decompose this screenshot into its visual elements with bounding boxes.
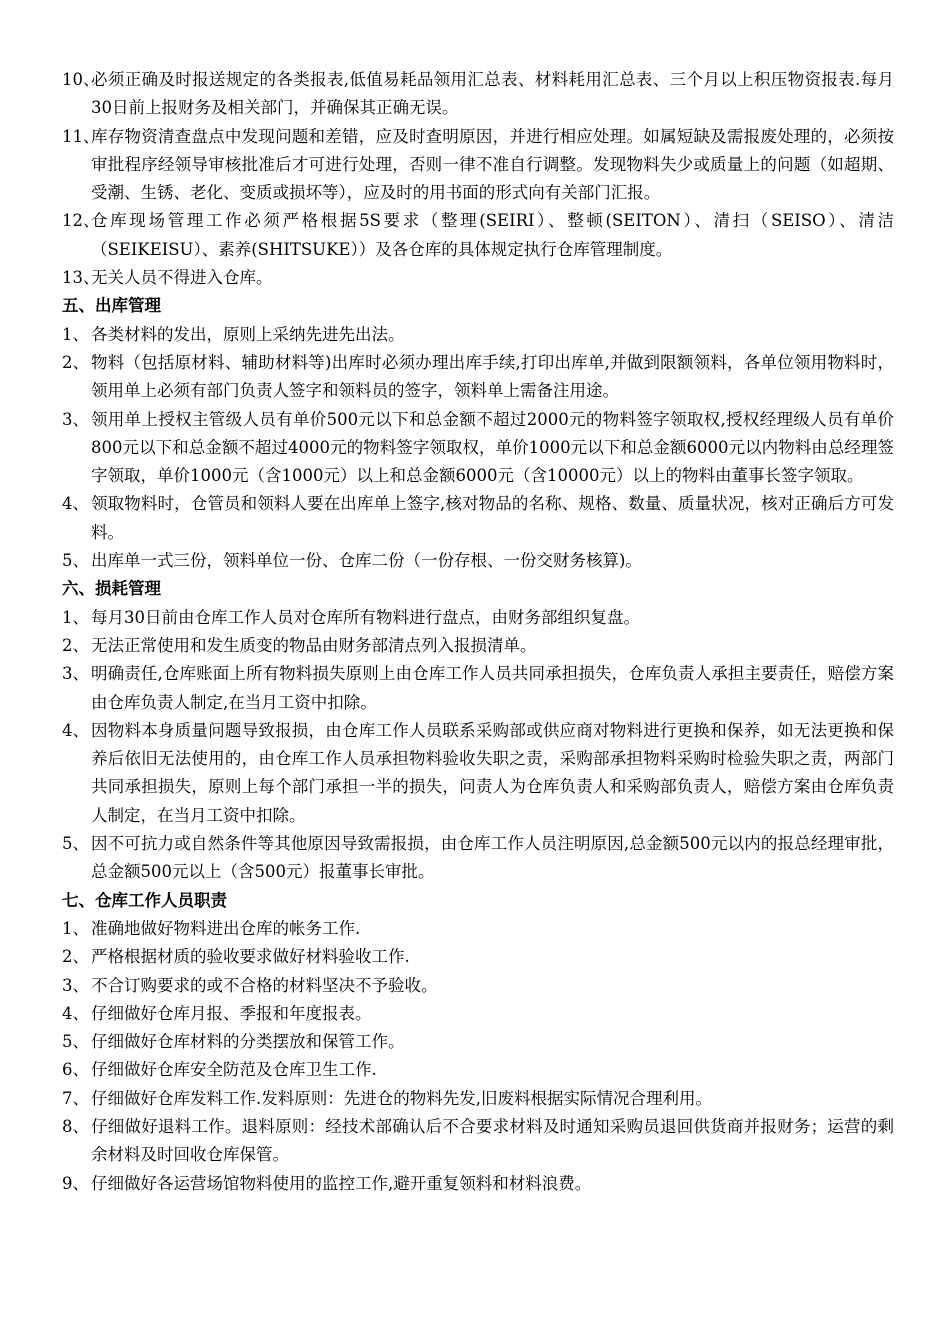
item-number: 9、 <box>62 1173 89 1193</box>
item-number: 1、 <box>62 607 89 627</box>
item-text: 物料（包括原材料、辅助材料等)出库时必须办理出库手续,打印出库单,并做到限额领料，各单位领用物料时，领用单上必须有部门负责人签字和领料员的签字，领料单上需备注用途。 <box>91 352 894 401</box>
item-number: 1、 <box>62 324 89 344</box>
item-number: 11、 <box>62 126 100 146</box>
item-number: 7、 <box>62 1088 89 1108</box>
item-number: 12、 <box>62 211 100 231</box>
list-item <box>62 604 894 632</box>
item-text: 仔细做好仓库发料工作.发料原则：先进仓的物料先发,旧废料根据实际情况合理利用。 <box>91 1088 712 1108</box>
item-text: 仓库现场管理工作必须严格根据5S要求（整理(SEIRI）、整顿(SEITON）、清扫（SEISO）、清洁（SEIKEISU）、素养(SHITSUKE））及各仓库的具体规定执行仓库管理制度。 <box>91 211 894 259</box>
item-text: 准确地做好物料进出仓库的帐务工作. <box>91 918 361 938</box>
item-number: 3、 <box>62 664 89 684</box>
item-text: 严格根据材质的验收要求做好材料验收工作. <box>91 947 410 967</box>
item-text: 明确责任,仓库账面上所有物料损失原则上由仓库工作人员共同承担损失，仓库负责人承担主要责任，赔偿方案由仓库负责人制定,在当月工资中扣除。 <box>91 664 894 712</box>
item-number: 4、 <box>62 720 89 740</box>
list-item <box>62 406 894 491</box>
item-number: 6、 <box>62 1060 89 1080</box>
item-number: 3、 <box>62 409 89 429</box>
item-number: 10、 <box>62 70 100 89</box>
section-heading-staff-duties: 七、仓库工作人员职责 <box>62 890 227 910</box>
item-number: 4、 <box>62 494 89 514</box>
item-text: 仔细做好仓库安全防范及仓库卫生工作. <box>91 1060 377 1080</box>
list-item <box>62 490 894 547</box>
list-item <box>62 972 894 1000</box>
item-text: 必须正确及时报送规定的各类报表,低值易耗品领用汇总表、材料耗用汇总表、三个月以上积压物资报表.每月30日前上报财务及相关部门，并确保其正确无误。 <box>91 70 894 118</box>
item-number: 3、 <box>62 975 89 995</box>
list-item-12 <box>62 207 894 264</box>
item-number: 8、 <box>62 1116 89 1136</box>
item-text: 出库单一式三份，领料单位一份、仓库二份（一份存根、一份交财务核算)。 <box>91 551 642 571</box>
list-item <box>62 717 894 830</box>
list-item <box>62 1170 894 1198</box>
list-item <box>62 915 894 943</box>
item-text: 无关人员不得进入仓库。 <box>91 268 273 288</box>
item-number: 5、 <box>62 834 89 854</box>
item-text: 仔细做好各运营场馆物料使用的监控工作,避开重复领料和材料浪费。 <box>91 1173 592 1193</box>
list-item <box>62 943 894 971</box>
list-item <box>62 660 894 717</box>
item-text: 无法正常使用和发生质变的物品由财务部清点列入报损清单。 <box>91 635 537 655</box>
item-text: 领用单上授权主管级人员有单价500元以下和总金额不超过2000元的物料签字领取权,授权经理级人员有单价800元以下和总金额不超过4000元的物料签字领取权，单价1000元以下和总金额6000元以内物料由总经理签字领取，单价1000元（含1000元）以上和总金额6000元（含10000元）以上的物料由董事长签字领取。 <box>91 409 894 486</box>
item-text: 各类材料的发出，原则上采纳先进先出法。 <box>91 324 405 344</box>
item-text: 不合订购要求的或不合格的材料坚决不予验收。 <box>91 975 438 995</box>
item-text: 因不可抗力或自然条件等其他原因导致需报损，由仓库工作人员注明原因,总金额500元以内的报总经理审批，总金额500元以上（含500元）报董事长审批。 <box>91 834 894 882</box>
item-text: 库存物资清查盘点中发现问题和差错，应及时查明原因，并进行相应处理。如属短缺及需报废处理的，必须按审批程序经领导审核批准后才可进行处理，否则一律不准自行调整。发现物料失少或质量上的问题（如超期、受潮、生锈、老化、变质或损坏等），应及时的用书面的形式向有关部门汇报。 <box>91 126 894 203</box>
list-item <box>62 1085 894 1113</box>
list-item <box>62 1028 894 1056</box>
item-number: 4、 <box>62 1003 89 1023</box>
list-item-13 <box>62 264 894 292</box>
item-text: 因物料本身质量问题导致报损，由仓库工作人员联系采购部或供应商对物料进行更换和保养，如无法更换和保养后依旧无法使用的，由仓库工作人员承担物料验收失职之责，采购部承担物料采购时检验失职之责，两部门共同承担损失，原则上每个部门承担一半的损失，问责人为仓库负责人和采购部负责人，赔偿方案由仓库负责人制定，在当月工资中扣除。 <box>91 720 894 825</box>
item-number: 2、 <box>62 947 89 967</box>
list-item <box>62 830 894 887</box>
list-item <box>62 1113 894 1170</box>
list-item <box>62 349 894 406</box>
section-heading-outbound: 五、出库管理 <box>62 296 161 316</box>
item-number: 13、 <box>62 268 100 288</box>
list-item <box>62 1056 894 1084</box>
list-item-11 <box>62 123 894 208</box>
list-item <box>62 547 894 575</box>
item-text: 仔细做好仓库材料的分类摆放和保管工作。 <box>91 1032 405 1052</box>
list-item <box>62 321 894 349</box>
item-text: 每月30日前由仓库工作人员对仓库所有物料进行盘点，由财务部组织复盘。 <box>91 607 640 627</box>
item-number: 1、 <box>62 918 89 938</box>
item-number: 5、 <box>62 1032 89 1052</box>
item-number: 2、 <box>62 635 89 655</box>
list-item <box>62 1000 894 1028</box>
item-text: 仔细做好仓库月报、季报和年度报表。 <box>91 1003 372 1023</box>
item-text: 仔细做好退料工作。退料原则：经技术部确认后不合要求材料及时通知采购员退回供货商并报财务；运营的剩余材料及时回收仓库保管。 <box>91 1116 894 1165</box>
item-text: 领取物料时，仓管员和领料人要在出库单上签字,核对物品的名称、规格、数量、质量状况，核对正确后方可发料。 <box>91 494 894 542</box>
list-item <box>62 632 894 660</box>
item-number: 2、 <box>62 352 89 372</box>
item-number: 5、 <box>62 551 89 571</box>
list-item-10 <box>62 66 894 123</box>
section-heading-loss: 六、损耗管理 <box>62 579 161 599</box>
